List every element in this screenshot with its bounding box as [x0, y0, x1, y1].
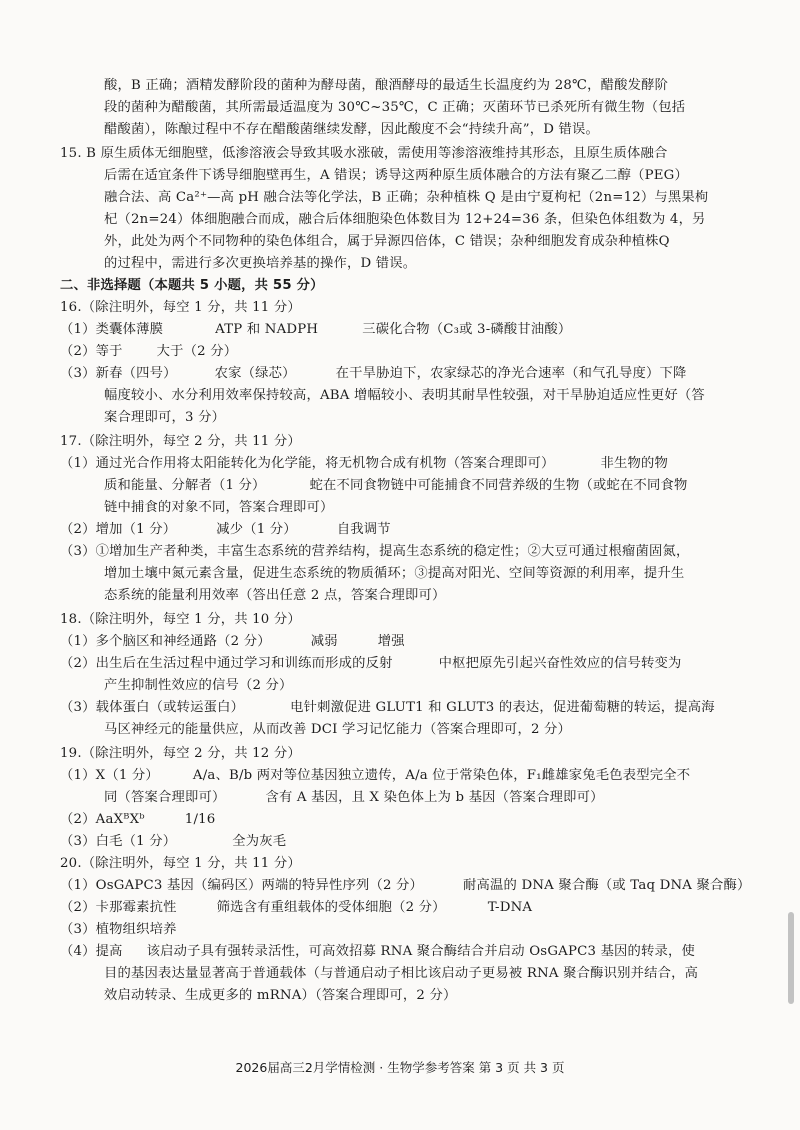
text-line — [60, 654, 682, 674]
line-segment: 16.（除注明外，每空 1 分，共 11 分） — [60, 300, 301, 315]
text-line — [60, 876, 751, 896]
line-segment: （3）载体蛋白（或转运蛋白） — [60, 700, 245, 715]
text-line — [60, 342, 237, 362]
line-segment: 耐高温的 DNA 聚合酶（或 Taq DNA 聚合酶） — [463, 878, 751, 893]
line-segment: 17.（除注明外，每空 2 分，共 11 分） — [60, 434, 301, 449]
text-line — [60, 810, 215, 830]
text-line — [60, 920, 177, 940]
line-segment: 外，此处为两个不同物种的染色体组合，属于异源四倍体，C 错误；杂种细胞发育成杂种植株Q — [104, 234, 670, 249]
line-segment: （2）增加（1 分） — [60, 522, 177, 537]
line-segment: 段的菌种为醋酸菌，其所需最适温度为 30℃~35℃，C 正确；灭菌环节已杀死所有微生物（包括 — [104, 100, 686, 115]
line-segment: （4）提高 — [60, 944, 123, 959]
line-segment: 18.（除注明外，每空 1 分，共 10 分） — [60, 612, 301, 627]
line-segment: 含有 A 基因，且 X 染色体上为 b 基因（答案合理即可） — [265, 790, 604, 805]
text-line — [60, 454, 668, 474]
line-segment: 减少（1 分） — [216, 522, 297, 537]
line-segment: 中枢把原先引起兴奋性效应的信号转变为 — [438, 656, 682, 671]
line-segment: 马区神经元的能量供应，从而改善 DCI 学习记忆能力（答案合理即可，2 分） — [104, 722, 572, 737]
text-line — [60, 942, 695, 962]
line-segment: （3）植物组织培养 — [60, 922, 177, 937]
text-line — [60, 276, 324, 296]
scrollbar-thumb[interactable] — [788, 912, 794, 1004]
line-segment: 全为灰毛 — [232, 834, 287, 849]
text-line — [104, 120, 599, 140]
line-segment: 大于（2 分） — [156, 344, 238, 359]
line-segment: （2）等于 — [60, 344, 123, 359]
text-line — [104, 986, 456, 1006]
line-segment: 农家（绿芯） — [214, 366, 296, 381]
line-segment: ATP 和 NADPH — [215, 322, 319, 337]
text-line — [104, 964, 698, 984]
text-line — [104, 564, 684, 584]
text-line — [60, 744, 301, 764]
text-line — [60, 766, 690, 786]
line-segment: A/a、B/b 两对等位基因独立遗传，A/a 位于常染色体，F₁雌雄家兔毛色表型完全不 — [192, 768, 691, 783]
text-line — [104, 76, 668, 96]
line-segment: T-DNA — [487, 900, 533, 915]
line-segment: 同（答案合理即可） — [104, 790, 226, 805]
line-segment: 增加土壤中氮元素含量，促进生态系统的物质循环；③提高对阳光、空间等资源的利用率，提升生 — [104, 566, 685, 581]
line-segment: 产生抑制性效应的信号（2 分） — [104, 678, 293, 693]
text-line — [60, 364, 687, 384]
line-segment: 蛇在不同食物链中可能捕食不同营养级的生物（或蛇在不同食物 — [309, 478, 688, 493]
text-line — [60, 298, 301, 318]
line-segment: 1/16 — [184, 812, 216, 827]
line-segment: （3）①增加生产者种类，丰富生态系统的营养结构，提高生态系统的稳定性；②大豆可通过根瘤菌固氮， — [60, 544, 690, 559]
line-segment: 融合法、高 Ca²⁺—高 pH 融合法等化学法，B 正确；杂种植株 Q 是由宁夏枸杞（2n=12）与黑果枸 — [104, 190, 709, 205]
line-segment: 19.（除注明外，每空 2 分，共 12 分） — [60, 746, 301, 761]
text-line — [104, 476, 687, 496]
line-segment: 目的基因表达量显著高于普通载体（与普通启动子相比该启动子更易被 RNA 聚合酶识别并结合，高 — [104, 966, 699, 981]
line-segment: （2）AaXᴮXᵇ — [60, 812, 145, 827]
text-line — [104, 498, 333, 518]
text-line — [104, 210, 706, 230]
text-line — [104, 720, 571, 740]
text-line — [104, 232, 670, 252]
line-segment: 该启动子具有强转录活性，可高效招募 RNA 聚合酶结合并启动 OsGAPC3 基因的转录，使 — [146, 944, 696, 959]
line-segment: 效启动转录、生成更多的 mRNA）（答案合理即可，2 分） — [104, 988, 457, 1003]
text-line — [104, 408, 225, 428]
text-line — [60, 520, 391, 540]
line-segment: 杞（2n=24）体细胞融合而成，融合后体细胞染色体数目为 12+24=36 条，但染色体组数为 4，另 — [104, 212, 706, 227]
text-line — [60, 898, 532, 918]
text-line — [60, 854, 301, 874]
line-segment: 在干旱胁迫下，农家绿芯的净光合速率（和气孔导度）下降 — [335, 366, 687, 381]
line-segment: 的过程中，需进行多次更换培养基的操作，D 错误。 — [104, 256, 417, 271]
text-line — [60, 610, 301, 630]
line-segment: 减弱 — [310, 634, 338, 649]
text-line — [60, 832, 286, 852]
line-segment: 筛选含有重组载体的受体细胞（2 分） — [216, 900, 446, 915]
line-segment: （2）卡那霉素抗性 — [60, 900, 177, 915]
line-segment: 酸，B 正确；酒精发酵阶段的菌种为酵母菌，酿酒酵母的最适生长温度约为 28℃，醋酸发酵阶 — [104, 78, 669, 93]
line-segment: 案合理即可，3 分） — [104, 410, 226, 425]
line-segment: 非生物的物 — [600, 456, 669, 471]
line-segment: （3）白毛（1 分） — [60, 834, 177, 849]
line-segment: 电针刺激促进 GLUT1 和 GLUT3 的表达，促进葡萄糖的转运，提高海 — [290, 700, 715, 715]
text-line — [104, 386, 705, 406]
line-segment: （1）通过光合作用将太阳能转化为化学能，将无机物合成有机物（答案合理即可） — [60, 456, 555, 471]
line-segment: 质和能量、分解者（1 分） — [104, 478, 266, 493]
page-footer: 2026届高三2月学情检测 · 生物学参考答案 第 3 页 共 3 页 — [235, 1060, 565, 1075]
text-line — [60, 542, 690, 562]
text-line — [60, 432, 301, 452]
line-segment: （2）出生后在生活过程中通过学习和训练而形成的反射 — [60, 656, 393, 671]
line-segment: 态系统的能量利用效率（答出任意 2 点，答案合理即可） — [104, 588, 446, 603]
text-line — [60, 320, 571, 340]
line-segment: 增强 — [377, 634, 405, 649]
line-segment: 15. B 原生质体无细胞壁，低渗溶液会导致其吸水涨破，需使用等渗溶液维持其形态，且原生质体融合 — [60, 146, 668, 161]
text-line — [60, 698, 715, 718]
line-segment: 醋酸菌），陈酿过程中不存在醋酸菌继续发酵，因此酸度不会“持续升高”，D 错误。 — [104, 122, 600, 137]
line-segment: （1）类囊体薄膜 — [60, 322, 164, 337]
text-line — [104, 98, 685, 118]
text-line — [104, 166, 688, 186]
line-segment: 链中捕食的对象不同，答案合理即可） — [104, 500, 334, 515]
line-segment: 20.（除注明外，每空 1 分，共 11 分） — [60, 856, 301, 871]
text-line — [104, 788, 604, 808]
text-line — [60, 144, 667, 164]
text-line — [104, 586, 445, 606]
text-line — [104, 188, 708, 208]
line-segment: （1）X（1 分） — [60, 768, 159, 783]
line-segment: 自我调节 — [336, 522, 391, 537]
text-line — [60, 632, 405, 652]
text-line — [104, 254, 416, 274]
line-segment: （3）新春（四号） — [60, 366, 177, 381]
line-segment: （1）多个脑区和神经通路（2 分） — [60, 634, 271, 649]
line-segment: 幅度较小、水分利用效率保持较高，ABA 增幅较小、表明其耐旱性较强，对干旱胁迫适应性更好（答 — [104, 388, 705, 403]
line-segment: 后需在适宜条件下诱导细胞壁再生，A 错误；诱导这两种原生质体融合的方法有聚乙二醇（PEG） — [104, 168, 688, 183]
line-segment: （1）OsGAPC3 基因（编码区）两端的特异性序列（2 分） — [60, 878, 424, 893]
line-segment: 三碳化合物（C₃或 3-磷酸甘油酸） — [362, 322, 572, 337]
text-line — [104, 676, 293, 696]
line-segment: 二、非选择题（本题共 5 小题，共 55 分） — [60, 278, 324, 293]
